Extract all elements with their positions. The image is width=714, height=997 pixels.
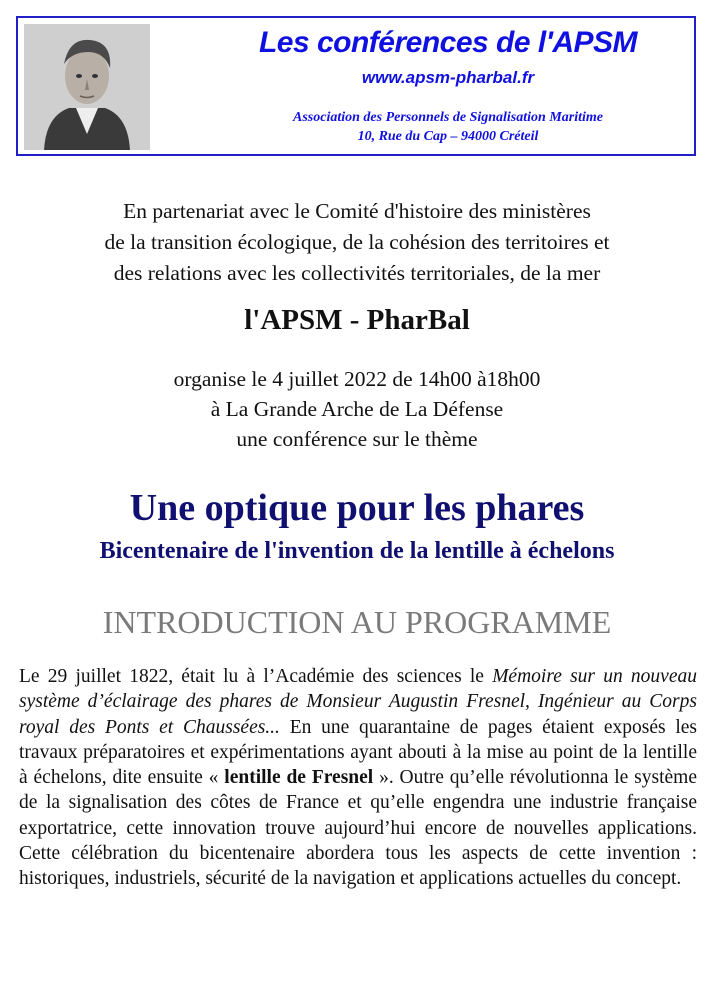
intro-text: Le 29 juillet 1822, était lu à l’Académie des sciences le: [19, 666, 493, 687]
conference-title: Une optique pour les phares: [129, 487, 585, 529]
partnership-statement: [0, 196, 714, 289]
memoir-title: Mémoire sur un nouveau système d’éclairage des phares de Monsieur Augustin Fresnel, Ingénieur au Corps royal des Ponts et Chaussées...: [19, 666, 697, 738]
header-title: Les conférences de l'APSM: [258, 26, 638, 59]
event-date: organise le 4 juillet 2022 de 14h00 à18h00: [173, 367, 541, 391]
event-theme-intro: une conférence sur le thème: [236, 427, 478, 451]
event-place: à La Grande Arche de La Défense: [210, 397, 504, 421]
event-details: [0, 364, 714, 454]
introduction-heading: INTRODUCTION AU PROGRAMME: [102, 604, 612, 640]
association-name: Association des Personnels de Signalisation Maritime: [293, 110, 603, 125]
intro-text: En une quarantaine de pages étaient exposés les travaux préparatoires et expérimentations ayant abouti à la mise au point de la lentille à échelons, dite ensuite «: [19, 716, 697, 789]
partnership-line: des relations avec les collectivités territoriales, de la mer: [113, 261, 601, 285]
portrait-image: [24, 24, 150, 150]
intro-text: ». Outre qu’elle révolutionna le système de la signalisation des côtes de France et qu’elle engendra une industrie française exportatrice, cette innovation trouve aujourd’hui encore de nouvelles applications. Cette célébration du bicentenaire abordera tous les aspects de cette invention : historiques, industriels, sécurité de la navigation et applications actuelles du concept.: [19, 767, 697, 890]
conference-subtitle: Bicentenaire de l'invention de la lentille à échelons: [99, 538, 615, 564]
header-banner: [16, 16, 696, 156]
partnership-line: de la transition écologique, de la cohésion des territoires et: [104, 230, 610, 254]
association-address: 10, Rue du Cap – 94000 Créteil: [357, 129, 539, 144]
introduction-paragraph: [19, 664, 697, 892]
organizer-name: l'APSM - PharBal: [244, 304, 470, 336]
website-link[interactable]: www.apsm-pharbal.fr: [361, 68, 535, 87]
partnership-line: En partenariat avec le Comité d'histoire des ministères: [123, 199, 591, 223]
fresnel-lens-term: lentille de Fresnel: [224, 767, 374, 789]
